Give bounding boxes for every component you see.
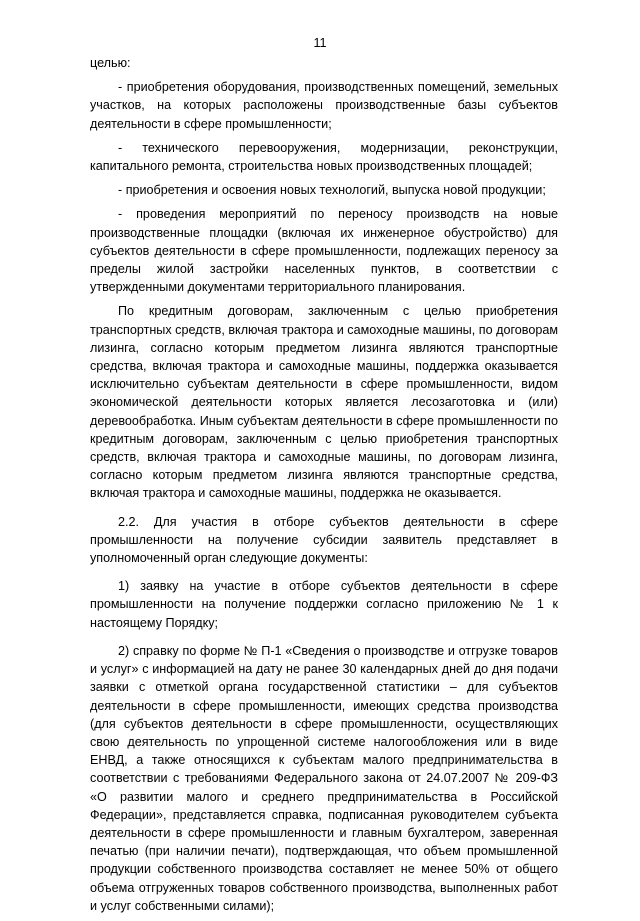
paragraph-item-2: 2) справку по форме № П-1 «Сведения о производстве и отгрузке товаров и услуг» с информацией на дату не ранее 30 календарных дней до дня подачи заявки с отметкой органа государственной статистики – для субъектов деятельности в сфере промышленности, имеющих средства производства (для субъектов деятельности в сфере промышленности, осуществляющих свою деятельность по упрощенной системе налогообложения или в виде ЕНВД, а также относящихся к субъектам малого предпринимательства в соответствии с требованиями Федерального закона от 24.07.2007 № 209-ФЗ «О развитии малого и среднего предпринимательства в Российской Федерации», представляется справка, подписанная руководителем субъекта деятельности в сфере промышленности и главным бухгалтером, заверенная печатью (при наличии печати), подтверждающая, что объем промышленной продукции собственного производства составляет не менее 50% от общего объема отгруженных товаров собственного производства, выполненных работ и услуг собственными силами); — [90, 643, 558, 913]
list-item-modernization: - технического перевооружения, модернизации, реконструкции, капитального ремонта, строительства новых производственных площадей; — [90, 140, 558, 174]
document-body — [90, 54, 558, 921]
page-number: 11 — [313, 36, 327, 50]
paragraph-item-1: 1) заявку на участие в отборе субъектов деятельности в сфере промышленности на получение поддержки согласно приложению № 1 к настоящему Порядку; — [90, 579, 558, 630]
paragraph-intro: целью: — [90, 56, 131, 70]
paragraph-credit-agreements: По кредитным договорам, заключенным с целью приобретения транспортных средств, включая трактора и самоходные машины, по договорам лизинга, согласно которым предметом лизинга являются транспортные средства, включая трактора и самоходные машины, поддержка оказывается исключительно субъектам деятельности в сфере промышленности, видом экономической деятельности которых является лесозаготовка и (или) деревообработка. Иным субъектам деятельности в сфере промышленности по кредитным договорам, заключенным с целью приобретения транспортных средств, включая трактора и самоходные машины, по договорам лизинга, согласно которым предметом лизинга являются транспортные средства, включая трактора и самоходные машины, поддержка не оказывается. — [90, 304, 558, 501]
list-item-equipment: - приобретения оборудования, производственных помещений, земельных участков, на которых расположены производственные базы субъектов деятельности в сфере промышленности; — [90, 80, 558, 131]
list-item-technologies: - приобретения и освоения новых технологий, выпуска новой продукции; — [118, 183, 546, 198]
list-item-relocation: - проведения мероприятий по переносу производств на новые производственные площадки (включая их инженерное обустройство) для субъектов деятельности в сфере промышленности, подлежащих переносу за пределы жилой застройки населенных пунктов, в соответствии с утвержденными документами территориального планирования. — [90, 207, 558, 295]
paragraph-section-2-2: 2.2. Для участия в отборе субъектов деятельности в сфере промышленности на получение субсидии заявитель представляет в уполномоченный орган следующие документы: — [90, 514, 558, 566]
